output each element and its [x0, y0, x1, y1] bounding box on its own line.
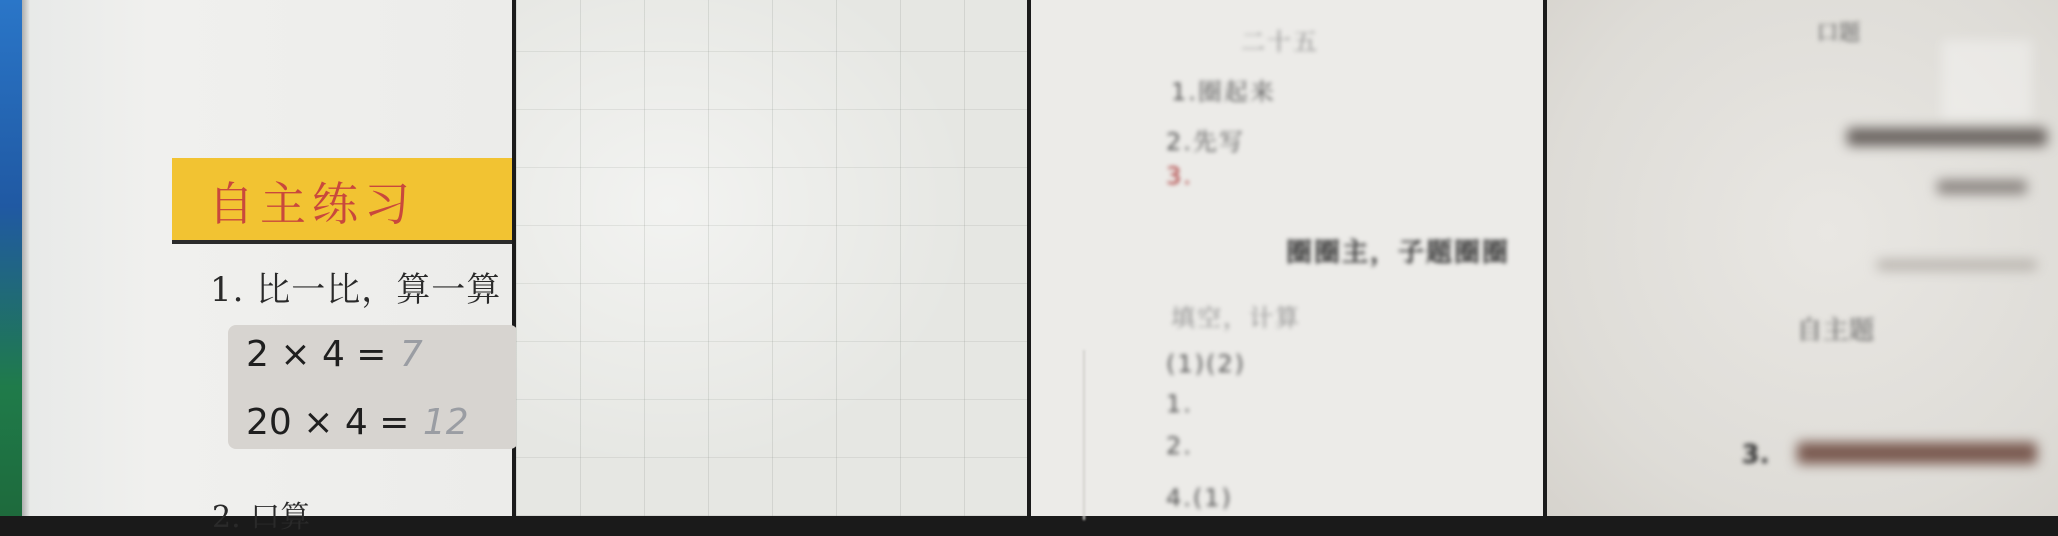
- blurred-text-blob: [1847, 128, 2047, 146]
- textbook-panel: [0, 0, 512, 516]
- question-1: 1. 比一比，算一算: [210, 262, 501, 311]
- blurred-worksheet-panel: [1031, 0, 1543, 516]
- question-2: 2. 口算: [212, 492, 310, 536]
- equation-left: 2 × 4 =: [246, 334, 386, 375]
- equation-left: 20 × 4 =: [246, 402, 409, 443]
- blurred-line: 4.(1): [1166, 484, 1233, 512]
- book-spine: [0, 0, 22, 516]
- equation-2: [246, 402, 469, 443]
- page-rule: [1083, 350, 1085, 520]
- equation-1: [246, 334, 423, 375]
- grid-texture: [516, 0, 1028, 516]
- section-banner: [172, 158, 512, 244]
- blurred-line: 2.先写: [1166, 122, 1245, 157]
- blurred-line: 2.: [1166, 432, 1193, 460]
- blurred-line: 3.: [1166, 162, 1193, 190]
- handwritten-answer: 7: [400, 334, 423, 375]
- blurred-line: 3.: [1742, 440, 1770, 470]
- blurred-text-blob: [1797, 442, 2037, 464]
- banner-title: 自主练习: [208, 168, 416, 234]
- blurred-line: 二十五: [1241, 22, 1319, 57]
- handwritten-answer: 12: [423, 402, 469, 443]
- blurred-text-blob: [1877, 260, 2037, 270]
- blurred-heading: 圈圈主，子题圈圈: [1286, 232, 1510, 269]
- blurred-line: (1)(2): [1166, 350, 1246, 378]
- blurred-box: [1942, 40, 2032, 120]
- blurred-line: 自主题: [1797, 310, 1875, 347]
- blurred-text-blob: [1937, 180, 2027, 194]
- very-blurred-panel: [1547, 0, 2058, 516]
- grid-paper-panel: [516, 0, 1028, 516]
- blurred-line: 填空，计算: [1171, 298, 1301, 333]
- blurred-line: 口题: [1817, 16, 1861, 47]
- blurred-line: 1.: [1166, 390, 1193, 418]
- blurred-line: 1.圈起来: [1171, 72, 1276, 107]
